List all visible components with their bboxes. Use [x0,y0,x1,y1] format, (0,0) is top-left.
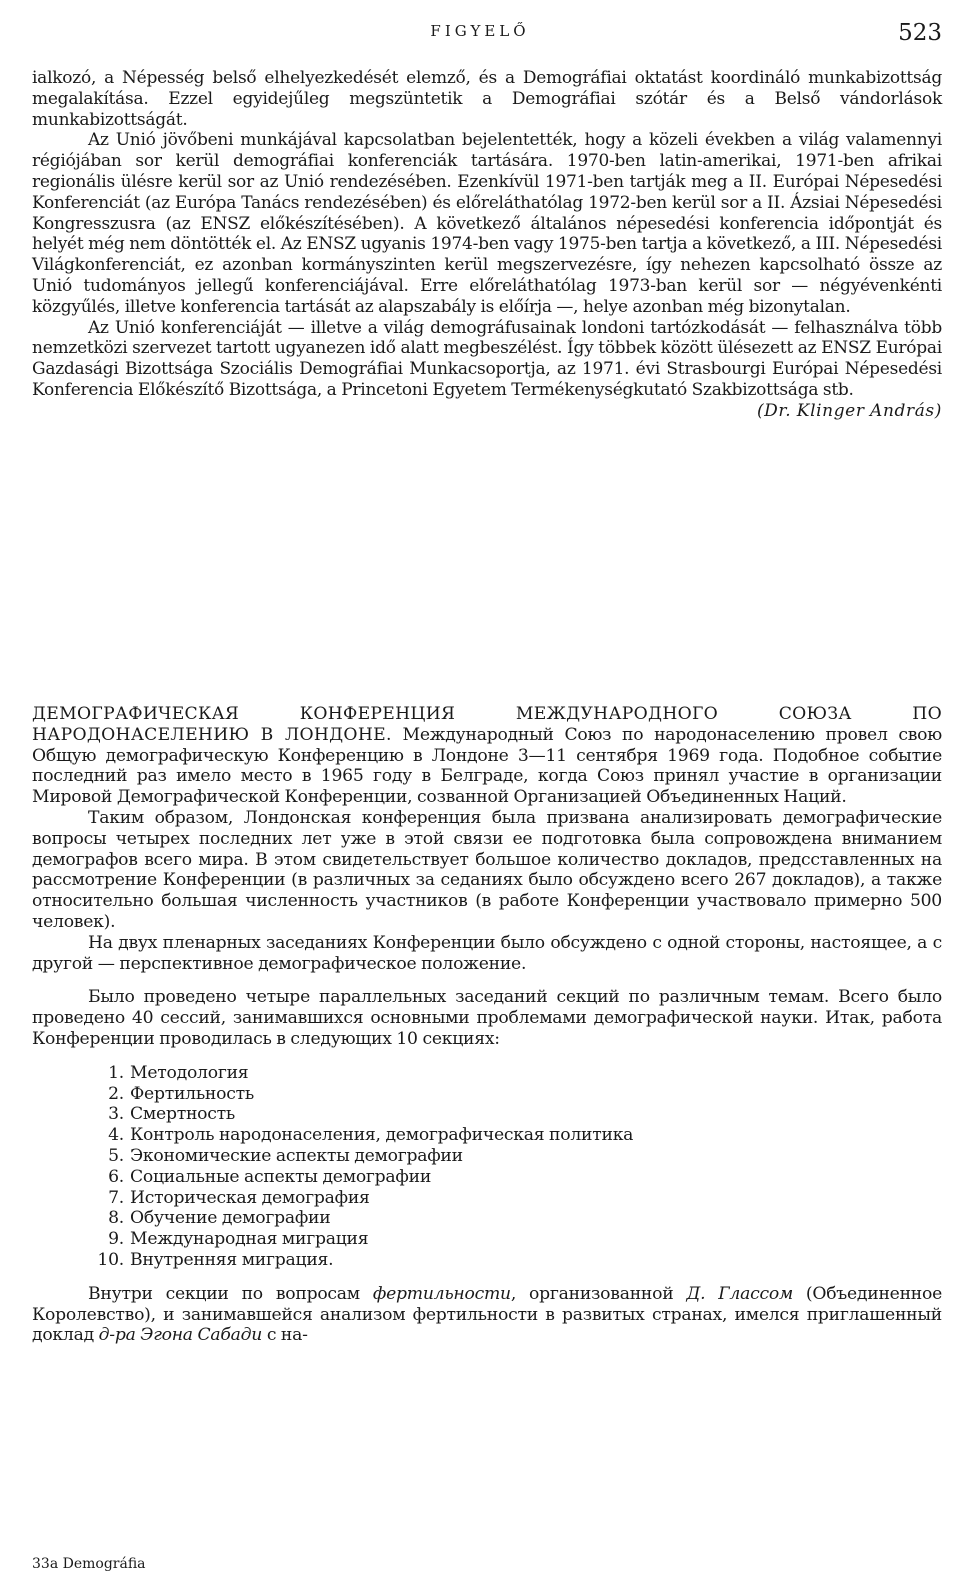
article-heading: ДЕМОГРАФИЧЕСКАЯ КОНФЕРЕНЦИЯ МЕЖДУНАРОДНОГО СОЮЗА ПО НАРОДОНАСЕЛЕНИЮ В ЛОНДОНЕ. [32,704,942,745]
list-number: 9. [108,1229,124,1250]
list-label: Обучение демографии [130,1208,331,1229]
text-run: Внутри секции по вопросам [88,1283,373,1304]
hungarian-article [32,68,942,422]
person-name: Д. Глассом [686,1283,793,1304]
list-number: 10. [97,1249,124,1270]
list-number: 5. [108,1145,124,1166]
paragraph [32,1284,942,1346]
list-label: Фертильность [130,1083,254,1104]
intro-text: Международный Союз по народонаселению провел свою Общую демографическую Конференцию в Лондоне 3—11 сентября 1969 года. Подобное событие последний раз имело место в 1965 году в Белграде, когда Союз принял участие в организации Мировой Демографической Конференции, созванной Организацией Объединенных Наций. [32,724,942,808]
paragraph [32,704,942,808]
list-number: 2. [108,1083,124,1104]
list-number: 8. [108,1208,124,1229]
emphasis-term: фертильности [372,1283,511,1304]
text-run: с на- [262,1325,308,1346]
spacer [32,974,942,987]
russian-article [32,704,942,1346]
paragraph: ialkozó, a Népesség belső elhelyezkedését elemző, és a Demográfiai oktatást koordináló munkabizottság megalakítása. Ezzel egyidejűleg megszüntetik a Demográfiai szótár és a Belső vándorlások munkabizottságát. [32,68,942,130]
list-item [90,1063,942,1084]
list-number: 3. [108,1104,124,1125]
person-name: д-ра Эгона Сабади [98,1325,263,1346]
list-number: 7. [108,1187,124,1208]
running-head [0,20,960,50]
list-label: Внутренняя миграция. [130,1249,334,1270]
list-number: 4. [108,1125,124,1146]
list-label: Контроль народонаселения, демографическая политика [130,1125,634,1146]
printer-signature-mark: 33a Demográfia [32,1556,146,1572]
list-label: Смертность [130,1104,235,1125]
list-item [90,1104,942,1125]
running-title: FIGYELŐ [430,22,530,40]
paragraph: На двух пленарных заседаниях Конференции было обсуждено с одной стороны, настоящее, а с другой — перспективное демографическое положение. [32,932,942,974]
list-label: Экономические аспекты демографии [130,1145,463,1166]
paragraph: Таким образом, Лондонская конференция была призвана анализировать демографические вопросы четырех последних лет уже в этой связи ее подготовка была сопровождена вниманием демографов всего мира. В этом свидетельствует большое количество докладов, предсставленных на рассмотрение Конференции (в различных за седаниях было обсуждено всего 267 докладов), а также относительно большая численность участников (в работе Конференции участвовало примерно 500 человек). [32,807,942,932]
list-item [90,1125,942,1146]
text-run: (Объединенное Королевство), и занимавшейся анализом фертильности в развитых странах, имелся приглашенный доклад [32,1283,943,1346]
text-run: , организованной [510,1283,687,1304]
paragraph: Было проведено четыре параллельных заседаний секций по различным темам. Всего было проведено 40 сессий, занимавшихся основными проблемами демографической науки. Итак, работа Конференции проводилась в следующих 10 секциях: [32,987,942,1049]
list-item [90,1208,942,1229]
spacer [32,1050,942,1063]
paragraph: Az Unió konferenciáját — illetve a világ demográfusainak londoni tartózkodását — felhasználva több nemzetközi szervezet tartott ugyanezen idő alatt megbeszélést. Így többek között ülésezett az ENSZ Európai Gazdasági Bizottsága Szociális Demográfiai Munkacsoportja, az 1971. évi Strasbourgi Európai Népesedési Konferencia Előkészítő Bizottsága, a Princetoni Egyetem Termékenységkutató Szakbizottsága stb. [32,317,942,400]
list-number: 6. [108,1166,124,1187]
list-item [90,1167,942,1188]
list-item [90,1229,942,1250]
page-number: 523 [898,20,942,46]
list-item [90,1188,942,1209]
list-label: Историческая демография [130,1187,370,1208]
list-item [90,1146,942,1167]
spacer [32,1271,942,1284]
list-item [90,1084,942,1105]
author-signature: (Dr. Klinger András) [756,400,942,421]
paragraph: Az Unió jövőbeni munkájával kapcsolatban bejelentették, hogy a közeli években a világ valamennyi régiójában sor kerül demográfiai konferenciák tartására. 1970-ben latin-amerikai, 1971-ben afrikai regionális ülésre kerül sor az Unió rendezésében. Ezenkívül 1971-ben tartják meg a II. Európai Népesedési Konferenciát (az Európa Tanács rendezésében) és előreláthatólag 1972-ben kerül sor a II. Ázsiai Népesedési Kongresszusra (az ENSZ előkészítésében). A következő általános népesedési konferencia időpontját és helyét még nem döntötték el. Az ENSZ ugyanis 1974-ben vagy 1975-ben tartja a következő, a III. Népesedési Világkonferenciát, ez azonban kormányszinten kerül megszervezésre, így nehezen kapcsolható össze az Unió tudományos jellegű konferenciájával. Erre előreláthatólag 1973-ban kerül sor — négyévenkénti közgyűlés, illetve konferencia tartását az alapszabály is előírja —, helye azonban még bizonytalan. [32,130,942,317]
list-label: Социальные аспекты демографии [130,1166,432,1187]
list-number: 1. [108,1062,124,1083]
list-label: Международная миграция [130,1229,369,1250]
section-list [90,1063,942,1271]
list-item [90,1250,942,1271]
list-label: Методология [130,1062,249,1083]
